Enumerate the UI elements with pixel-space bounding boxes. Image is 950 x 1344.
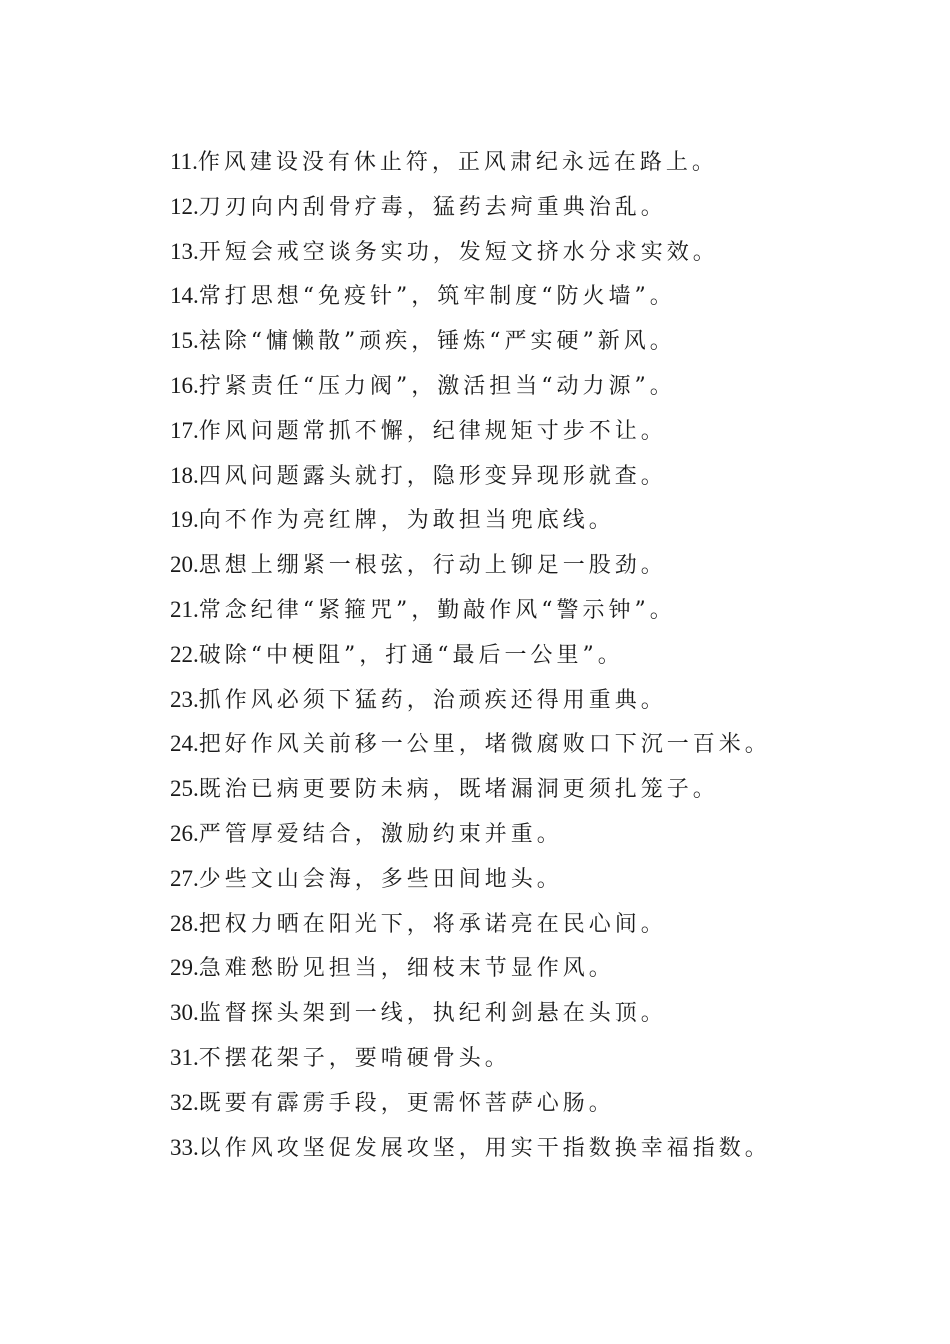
item-number: 16. [170,372,199,398]
item-text: 严管厚爱结合，激励约束并重。 [198,821,563,847]
item-text: 以作风攻坚促发展攻坚，用实干指数换幸福指数。 [198,1135,771,1161]
item-number: 29. [170,955,199,981]
item-text: 监督探头架到一线，执纪利剑悬在头顶。 [198,1001,667,1027]
list-item [170,1126,771,1171]
item-number: 18. [170,462,199,488]
item-text: 常念纪律“紧箍咒”，勤敲作风“警示钟”。 [198,597,676,623]
numbered-list [170,140,771,1170]
list-item [170,1036,771,1081]
list-item [170,498,771,543]
item-number: 12. [170,193,199,219]
list-item [170,319,771,364]
list-item [170,543,771,588]
item-text: 急难愁盼见担当，细枝末节显作风。 [198,956,615,982]
list-item [170,454,771,499]
list-item [170,722,771,767]
list-item [170,857,771,902]
item-text: 思想上绷紧一根弦，行动上铆足一股劲。 [198,553,667,579]
item-number: 28. [170,910,199,936]
item-text: 作风建设没有休止符，正风肃纪永远在路上。 [197,150,718,175]
list-item [170,678,771,723]
list-item [170,767,771,812]
item-text: 拧紧责任“压力阀”，激活担当“动力源”。 [198,373,676,399]
list-item [170,812,771,857]
item-text: 向不作为亮红牌，为敢担当兜底线。 [198,508,615,534]
item-number: 22. [170,641,199,667]
list-item [170,588,771,633]
list-item [170,230,771,275]
list-item [170,274,771,319]
item-number: 20. [170,552,199,578]
list-item [170,1081,771,1126]
list-item [170,185,771,230]
item-number: 21. [170,596,199,622]
item-number: 15. [170,328,199,354]
item-number: 11. [170,149,198,174]
item-text: 祛除“慵懒散”顽疾，锤炼“严实硬”新风。 [198,329,676,355]
item-number: 27. [170,865,199,891]
item-number: 19. [170,507,199,533]
item-text: 不摆花架子，要啃硬骨头。 [198,1045,511,1071]
item-number: 33. [170,1134,199,1160]
item-text: 既治已病更要防未病，既堵漏洞更须扎笼子。 [198,777,719,803]
list-item [170,140,771,185]
item-text: 抓作风必须下猛药，治顽疾还得用重典。 [198,687,667,713]
item-text: 少些文山会海，多些田间地头。 [198,866,563,892]
item-number: 26. [170,820,199,846]
item-text: 把权力晒在阳光下，将承诺亮在民心间。 [198,911,667,937]
item-number: 14. [170,283,199,309]
item-text: 破除“中梗阻”，打通“最后一公里”。 [198,642,624,668]
item-text: 既要有霹雳手段，更需怀菩萨心肠。 [198,1090,615,1116]
list-item [170,991,771,1036]
item-text: 开短会戒空谈务实功，发短文挤水分求实效。 [198,239,719,265]
item-number: 32. [170,1089,199,1115]
item-number: 25. [170,776,199,802]
item-number: 31. [170,1044,199,1070]
item-number: 13. [170,238,199,264]
list-item [170,946,771,991]
list-item [170,902,771,947]
item-text: 四风问题露头就打，隐形变异现形就查。 [198,463,667,489]
item-text: 刀刃向内刮骨疗毒，猛药去疴重典治乱。 [198,194,667,220]
item-text: 把好作风关前移一公里，堵微腐败口下沉一百米。 [198,732,771,758]
item-text: 作风问题常抓不懈，纪律规矩寸步不让。 [198,418,667,444]
list-item [170,409,771,454]
item-number: 24. [170,731,199,757]
list-item [170,633,771,678]
list-item [170,364,771,409]
item-number: 17. [170,417,199,443]
item-number: 23. [170,686,199,712]
item-text: 常打思想“免疫针”，筑牢制度“防火墙”。 [198,284,676,310]
item-number: 30. [170,1000,199,1026]
